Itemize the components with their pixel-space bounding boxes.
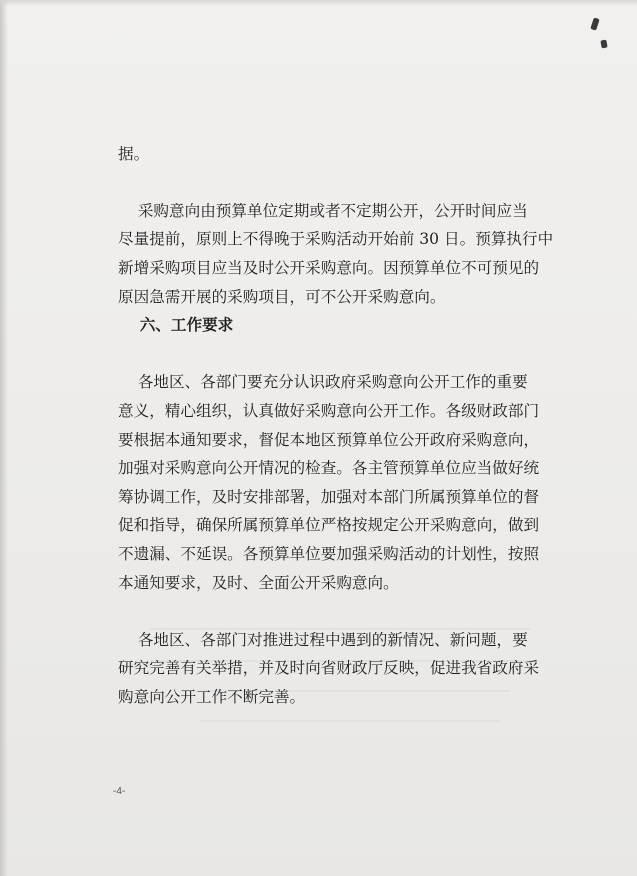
paragraph-continuation: [118, 111, 558, 168]
paragraph-disclosure-timing: [118, 168, 558, 311]
text-line: 新增采购项目应当及时公开采购意向。因预算单位不可预见的: [118, 258, 540, 277]
text-line: 原因急需开展的采购项目，可不公开采购意向。: [118, 287, 446, 306]
text-line: 据。: [118, 144, 150, 163]
staple-mark: [590, 17, 599, 30]
text-line: 不遗漏、不延误。各预算单位要加强采购活动的计划性，按照: [118, 544, 540, 563]
text-line: 各地区、各部门对推进过程中遇到的新情况、新问题，要: [118, 630, 528, 649]
text-line: 各地区、各部门要充分认识政府采购意向公开工作的重要: [118, 373, 528, 392]
text-line: 加强对采购意向公开情况的检查。各主管预算单位应当做好统: [118, 459, 540, 478]
document-body: [118, 111, 558, 711]
section-heading: 六、工作要求: [118, 316, 234, 335]
page-edge-shadow: [0, 0, 8, 876]
paragraph-feedback: [118, 597, 558, 711]
text-line: 要根据本通知要求，督促本地区预算单位公开政府采购意向，: [118, 430, 540, 449]
text-line: 尽量提前，原则上不得晚于采购活动开始前 30 日。预算执行中: [118, 230, 554, 249]
page-number: -4-: [113, 786, 126, 797]
text-line: 意义，精心组织，认真做好采购意向公开工作。各级财政部门: [118, 401, 540, 420]
text-line: 采购意向由预算单位定期或者不定期公开，公开时间应当: [118, 201, 528, 220]
text-line: 本通知要求，及时、全面公开采购意向。: [118, 573, 399, 592]
staple-mark: [600, 40, 607, 49]
text-line: 购意向公开工作不断完善。: [118, 687, 306, 706]
text-line: 促和指导，确保所属预算单位严格按规定公开采购意向，做到: [118, 516, 540, 535]
text-line: 研究完善有关举措，并及时向省财政厅反映，促进我省政府采: [118, 659, 540, 678]
paragraph-work-requirements: [118, 340, 558, 597]
text-line: 筹协调工作，及时安排部署，加强对本部门所属预算单位的督: [118, 487, 540, 506]
bleed-through-line: [200, 720, 500, 722]
page-top-shadow: [0, 0, 637, 6]
